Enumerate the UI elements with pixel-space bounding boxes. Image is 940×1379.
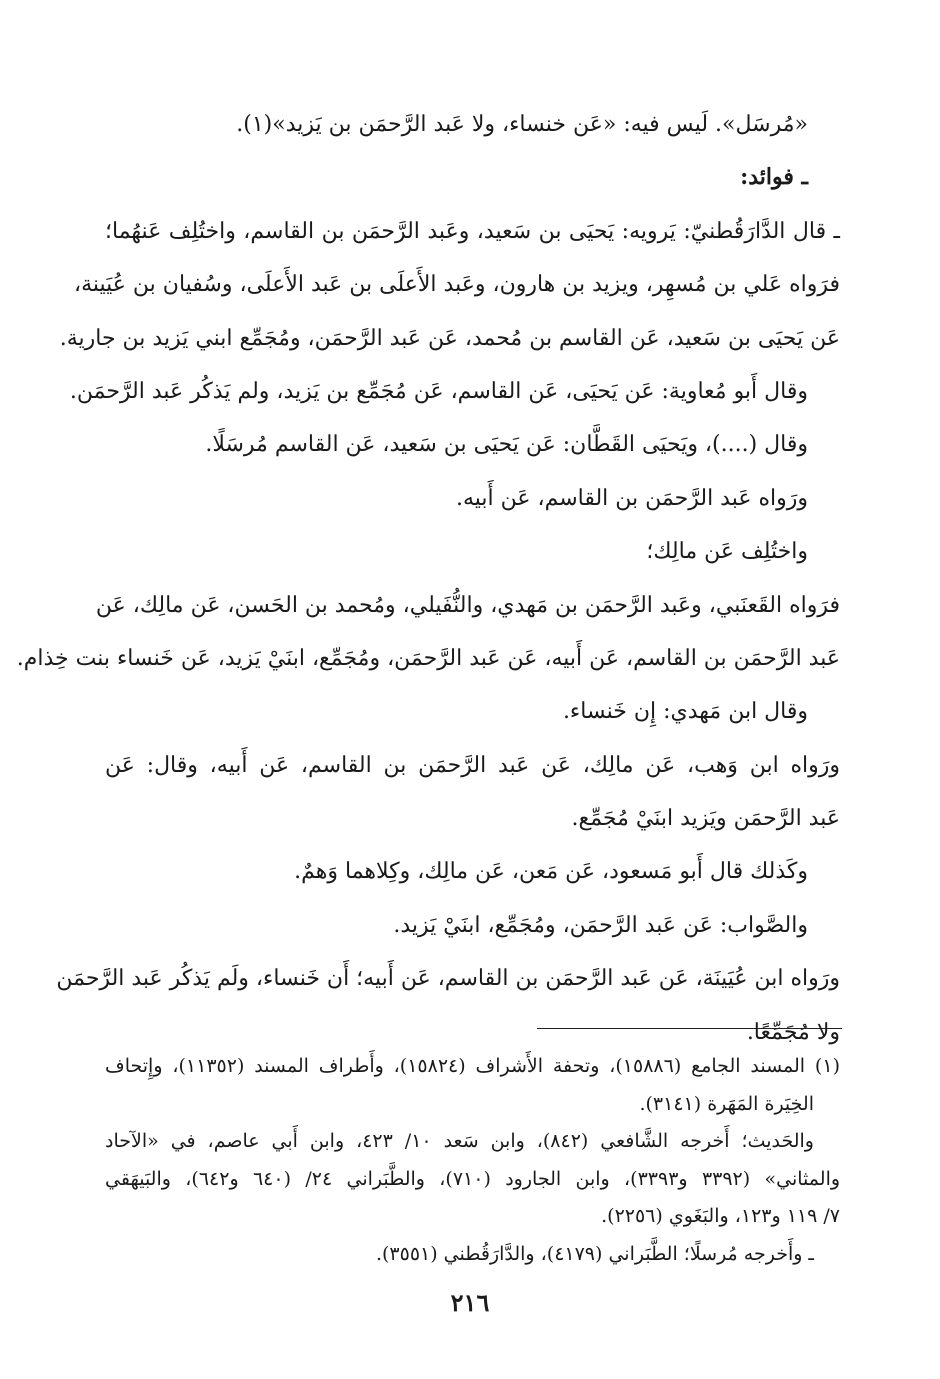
text-line: وقال أَبو مُعاوية: عَن يَحيَى، عَن القاسم، عَن مُجَمِّع بن يَزيد، ولم يَذكُر عَبد الرَّحمَن.: [69, 378, 808, 404]
text-line: ورَواه عَبد الرَّحمَن بن القاسم، عَن أَبيه.: [455, 485, 808, 511]
text-line: «مُرسَل». لَيس فيه: «عَن خنساء، ولا عَبد الرَّحمَن بن يَزيد»(١).: [236, 112, 808, 137]
text-line: عَبد الرَّحمَن ويَزيد ابنَيْ مُجَمِّع.: [571, 806, 840, 832]
text-line: وكَذلك قال أَبو مَسعود، عَن مَعن، عَن مالِك، وكِلاهما وَهمٌ.: [294, 859, 808, 885]
text-line: وقال (....)، ويَحيَى القَطَّان: عَن يَحيَى بن سَعيد، عَن القاسم مُرسَلًا.: [205, 432, 808, 458]
text-line: فرَواه عَلي بن مُسهِر، ويزيد بن هارون، وعَبد الأَعلَى بن عَبد الأَعلَى، وسُفيان بن عُيَينة،: [74, 272, 840, 298]
page-number: ٢١٦: [450, 1288, 490, 1317]
text-line: والصَّواب: عَن عَبد الرَّحمَن، ومُجَمِّع، ابنَيْ يَزيد.: [393, 912, 808, 938]
text-line: ولا مُجَمِّعًا.: [746, 1019, 840, 1045]
section-heading: ـ فوائد:: [740, 164, 808, 191]
text-line: وقال ابن مَهدي: إِن خَنساء.: [562, 699, 808, 725]
footnote-line: والحَديث؛ أَخرجه الشَّافعي (٨٤٢)، وابن سَعد ١٠/ ٤٢٣، وابن أَبي عاصم، في «الآحاد: [105, 1130, 814, 1152]
text-line: فرَواه القَعنَبي، وعَبد الرَّحمَن بن مَهدي، والنُّفَيلي، ومُحمد بن الحَسن، عَن مالِك، عَن: [95, 592, 840, 618]
footnote-line: (١) المسند الجامع (١٥٨٨٦)، وتحفة الأَشراف (١٥٨٢٤)، وأَطراف المسند (١١٣٥٢)، وإِتحاف: [105, 1055, 840, 1077]
footnote-separator: [537, 1028, 842, 1029]
footnote-line: والمثاني» (٣٣٩٢ و٣٣٩٣)، وابن الجارود (٧١٠)، والطَّبَراني ٢٤/ (٦٤٠ و٦٤٢)، والبَيهَقي: [105, 1167, 841, 1190]
main-text: [16, 98, 840, 1059]
footnotes: [105, 1048, 840, 1273]
footnote-line: ٧/ ١١٩ و١٢٣، والبَغَوي (٢٢٥٦).: [601, 1205, 840, 1227]
text-line: عَن يَحيَى بن سَعيد، عَن القاسم بن مُحمد، عَن عَبد الرَّحمَن، ومُجَمِّع ابني يَزيد بن جارية.: [59, 325, 840, 351]
text-line: عَبد الرَّحمَن بن القاسم، عَن أَبيه، عَن عَبد الرَّحمَن، ومُجَمِّع، ابنَيْ يَزيد، عَن خَنساء بنت خِذام.: [16, 645, 840, 671]
text-line: ورَواه ابن عُيَينَة، عَن عَبد الرَّحمَن بن القاسم، عَن أَبيه؛ أَن خَنساء، ولَم يَذكُر عَبد الرَّحمَن: [56, 966, 840, 992]
text-line: ـ قال الدَّارَقُطنيّ: يَرويه: يَحيَى بن سَعيد، وعَبد الرَّحمَن بن القاسم، واختُلِف عَنهُما؛: [105, 218, 840, 244]
text-line: واختُلِف عَن مالِك؛: [646, 539, 808, 565]
text-line: ورَواه ابن وَهب، عَن مالِك، عَن عَبد الرَّحمَن بن القاسم، عَن أَبيه، وقال: عَن: [105, 752, 840, 778]
footnote-line: الخِيَرة المَهَرة (٣١٤١).: [639, 1092, 814, 1115]
footnote-line: ـ وأَخرجه مُرسلًا؛ الطَّبَراني (٤١٧٩)، والدَّارَقُطني (٣٥٥١).: [375, 1242, 814, 1265]
